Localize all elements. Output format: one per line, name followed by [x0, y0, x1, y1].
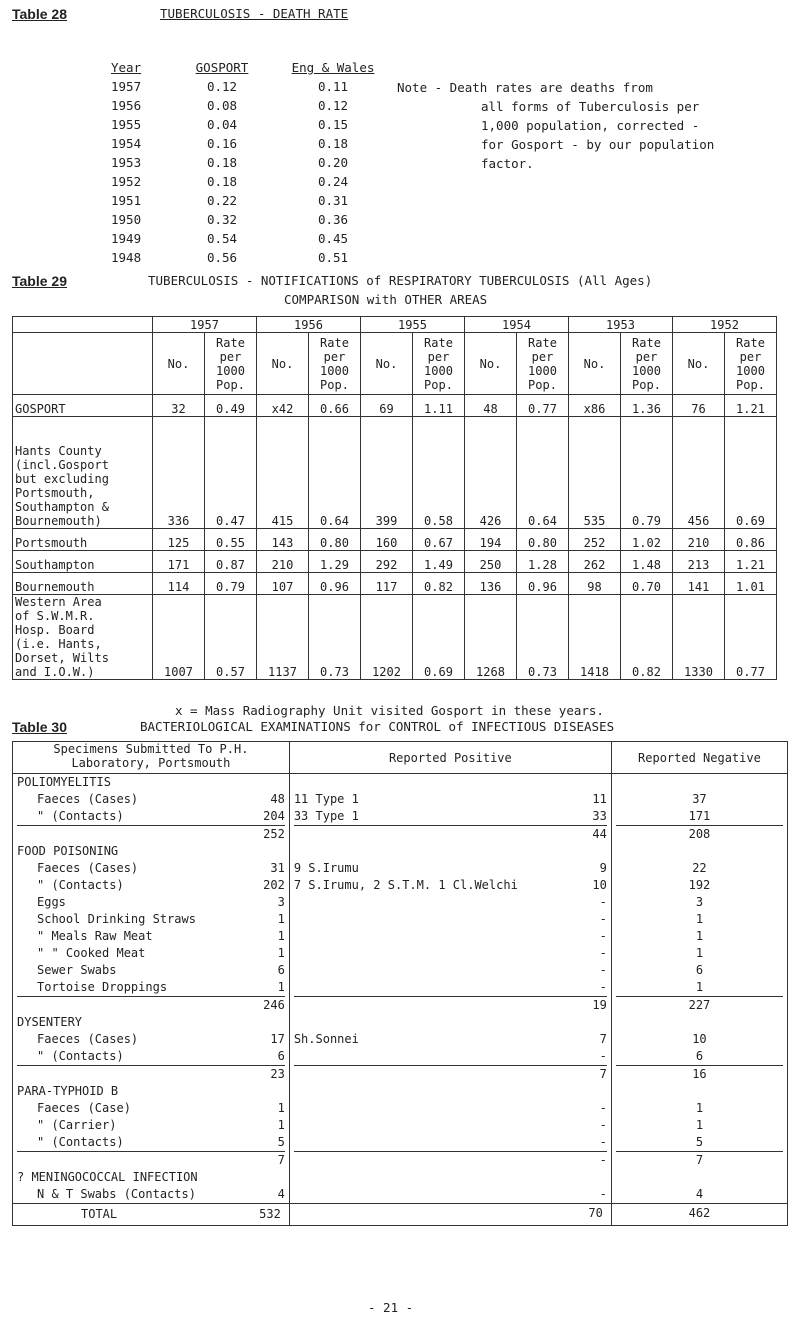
positive-count: 33	[592, 809, 607, 823]
positive-row	[294, 1186, 607, 1203]
spacer	[294, 774, 607, 791]
row-year: 1952	[111, 174, 142, 189]
negative-count: 1	[695, 1118, 704, 1132]
notification-rate: 0.55	[205, 529, 257, 551]
negative-count: 37	[692, 792, 707, 806]
specimen-row	[17, 1134, 285, 1151]
notification-rate: 1.01	[725, 573, 777, 595]
row-eng-wales: 0.51	[317, 250, 349, 265]
positive-detail: 7 S.Irumu, 2 S.T.M. 1 Cl.Welchi	[293, 878, 518, 892]
notification-count: 250	[465, 551, 517, 573]
spacer	[616, 774, 783, 791]
notification-count: 210	[673, 529, 725, 551]
negative-count: 192	[688, 878, 711, 892]
specimen-count: 6	[277, 1049, 285, 1063]
positive-count: -	[599, 980, 607, 994]
positive-row	[294, 945, 607, 962]
notification-rate: 1.21	[725, 551, 777, 573]
spacer	[294, 1083, 607, 1100]
group-subtotal	[17, 1151, 285, 1169]
group-title: ? MENINGOCOCCAL INFECTION	[17, 1170, 198, 1184]
positive-count: -	[599, 912, 607, 926]
table-29-subtitle: COMPARISON with OTHER AREAS	[284, 292, 488, 307]
positive-count: 9	[599, 861, 607, 875]
specimen-row	[17, 860, 285, 877]
row-eng-wales: 0.18	[317, 136, 349, 151]
specimen-row	[17, 1100, 285, 1117]
notifications-table	[12, 316, 777, 680]
notification-count: 456	[673, 417, 725, 529]
specimen-label: School Drinking Straws	[37, 912, 196, 926]
notification-rate: 1.29	[309, 551, 361, 573]
notification-count: 336	[153, 417, 205, 529]
specimen-label: " (Carrier)	[37, 1118, 117, 1132]
notification-rate: 0.57	[205, 595, 257, 680]
notification-rate: 1.36	[621, 395, 673, 417]
specimen-count: 1	[277, 980, 285, 994]
spacer	[616, 843, 783, 860]
rate-header: Rate per 1000 Pop.	[517, 333, 569, 395]
area-name: Hants County (incl.Gosport but excluding Portsmouth, Southampton & Bournemouth)	[13, 417, 153, 529]
row-eng-wales: 0.31	[317, 193, 349, 208]
positive-count: -	[599, 1118, 607, 1132]
group-subtotal-negative: 227	[616, 996, 783, 1014]
specimen-count: 5	[277, 1135, 285, 1149]
row-year: 1957	[111, 79, 142, 94]
row-gosport: 0.18	[206, 155, 238, 170]
notification-rate: 0.82	[621, 595, 673, 680]
total-submitted: 532	[259, 1207, 281, 1221]
table-30-title: BACTERIOLOGICAL EXAMINATIONS for CONTROL of INFECTIOUS DISEASES	[140, 719, 615, 734]
specimen-row	[17, 1117, 285, 1134]
death-rate-note: Note - Death rates are deaths from all forms of Tuberculosis per 1,000 population, corrected - for Gosport - by our population factor.	[397, 80, 715, 171]
row-gosport: 0.08	[206, 98, 238, 113]
specimen-count: 17	[270, 1032, 285, 1046]
death-rate-row	[108, 248, 386, 267]
row-gosport: 0.12	[206, 79, 238, 94]
total-positive: 70	[289, 1204, 611, 1226]
area-name: Portsmouth	[13, 529, 153, 551]
radiography-footnote: x = Mass Radiography Unit visited Gosport in these years.	[175, 703, 604, 718]
page-number: - 21 -	[368, 1300, 414, 1315]
group-subtotal-positive: 7	[294, 1065, 607, 1083]
no-header: No.	[569, 333, 621, 395]
total-label: TOTAL	[81, 1207, 118, 1221]
positive-count: -	[599, 963, 607, 977]
row-eng-wales: 0.11	[317, 79, 349, 94]
negative-count: 171	[688, 809, 711, 823]
specimen-label: N & T Swabs (Contacts)	[37, 1187, 196, 1201]
notification-count: 32	[153, 395, 205, 417]
spacer	[294, 1014, 607, 1031]
positive-row	[294, 1117, 607, 1134]
year-header: 1956	[257, 317, 361, 333]
area-row	[13, 417, 777, 529]
subtotal-submitted: 246	[263, 998, 285, 1012]
notification-rate: 1.21	[725, 395, 777, 417]
death-rate-row	[108, 96, 386, 115]
positive-detail: 11 Type 1	[293, 792, 359, 806]
death-rate-row	[108, 77, 386, 96]
specimen-row	[17, 1048, 285, 1065]
positive-row	[294, 894, 607, 911]
notification-rate: 0.66	[309, 395, 361, 417]
specimen-count: 3	[277, 895, 285, 909]
notification-rate: 0.58	[413, 417, 465, 529]
notification-count: 141	[673, 573, 725, 595]
group-subtotal	[17, 1065, 285, 1083]
notification-count: 136	[465, 573, 517, 595]
year-header: 1953	[569, 317, 673, 333]
notification-rate: 0.80	[309, 529, 361, 551]
notification-count: x86	[569, 395, 621, 417]
row-year: 1950	[111, 212, 142, 227]
area-name: GOSPORT	[13, 395, 153, 417]
positive-row	[294, 877, 607, 894]
table-28-label: Table 28	[12, 6, 67, 22]
col-eng-wales: Eng & Wales	[291, 60, 375, 75]
notification-rate: 0.47	[205, 417, 257, 529]
area-row	[13, 529, 777, 551]
specimen-row	[17, 1031, 285, 1048]
total-negative: 462	[611, 1204, 787, 1226]
row-year: 1956	[111, 98, 142, 113]
positive-count: 11	[592, 792, 607, 806]
no-header: No.	[465, 333, 517, 395]
row-gosport: 0.32	[206, 212, 238, 227]
positive-row	[294, 1134, 607, 1151]
spacer	[616, 1014, 783, 1031]
specimen-row	[17, 877, 285, 894]
rate-header: Rate per 1000 Pop.	[205, 333, 257, 395]
notification-count: 114	[153, 573, 205, 595]
specimen-label: " (Contacts)	[37, 809, 124, 823]
notification-count: 262	[569, 551, 621, 573]
subtotal-submitted: 23	[270, 1067, 285, 1081]
negative-count: 10	[692, 1032, 707, 1046]
death-rate-row	[108, 210, 386, 229]
positive-count: 10	[592, 878, 607, 892]
group-subtotal-positive: 44	[294, 825, 607, 843]
negative-count: 22	[692, 861, 707, 875]
subtotal-submitted: 252	[263, 827, 285, 841]
rate-header: Rate per 1000 Pop.	[413, 333, 465, 395]
negative-count: 6	[695, 1049, 704, 1063]
specimen-count: 6	[277, 963, 285, 977]
positive-row	[294, 928, 607, 945]
specimen-label: " " Cooked Meat	[37, 946, 146, 960]
notification-rate: 0.69	[413, 595, 465, 680]
notification-rate: 1.11	[413, 395, 465, 417]
row-eng-wales: 0.20	[317, 155, 349, 170]
group-subtotal-positive: 19	[294, 996, 607, 1014]
positive-count: -	[599, 1101, 607, 1115]
specimen-label: " (Contacts)	[37, 1135, 124, 1149]
row-gosport: 0.16	[206, 136, 238, 151]
death-rate-row	[108, 153, 386, 172]
spacer	[616, 1169, 783, 1186]
row-gosport: 0.54	[206, 231, 238, 246]
specimen-row	[17, 808, 285, 825]
row-eng-wales: 0.24	[317, 174, 349, 189]
notification-count: 210	[257, 551, 309, 573]
specimen-label: Sewer Swabs	[37, 963, 117, 977]
rate-header: Rate per 1000 Pop.	[725, 333, 777, 395]
positive-count: -	[599, 1135, 607, 1149]
specimen-count: 204	[263, 809, 285, 823]
negative-count: 1	[695, 946, 704, 960]
group-subtotal-positive: -	[294, 1151, 607, 1169]
specimen-label: Faeces (Cases)	[37, 861, 139, 875]
row-eng-wales: 0.15	[317, 117, 349, 132]
row-gosport: 0.56	[206, 250, 238, 265]
row-gosport: 0.22	[206, 193, 238, 208]
notification-count: 292	[361, 551, 413, 573]
negative-count: 5	[695, 1135, 704, 1149]
notification-count: 107	[257, 573, 309, 595]
notification-count: 415	[257, 417, 309, 529]
death-rate-row	[108, 229, 386, 248]
specimen-row	[17, 791, 285, 808]
notification-count: 143	[257, 529, 309, 551]
spacer	[294, 1169, 607, 1186]
specimen-count: 1	[277, 1118, 285, 1132]
death-rate-row	[108, 115, 386, 134]
rate-header: Rate per 1000 Pop.	[309, 333, 361, 395]
positive-detail: 9 S.Irumu	[293, 861, 359, 875]
positive-row	[294, 911, 607, 928]
subtotal-submitted: 7	[277, 1153, 285, 1167]
notification-rate: 0.77	[517, 395, 569, 417]
notification-rate: 0.79	[621, 417, 673, 529]
notification-count: x42	[257, 395, 309, 417]
row-gosport: 0.18	[206, 174, 238, 189]
death-rate-row	[108, 134, 386, 153]
specimen-label: Tortoise Droppings	[37, 980, 168, 994]
notification-rate: 1.02	[621, 529, 673, 551]
specimen-count: 202	[263, 878, 285, 892]
row-eng-wales: 0.12	[317, 98, 349, 113]
negative-count: 4	[695, 1187, 704, 1201]
positive-row	[294, 1031, 607, 1048]
year-header: 1952	[673, 317, 777, 333]
table-29-label: Table 29	[12, 273, 67, 289]
notification-rate: 0.96	[517, 573, 569, 595]
group-title: POLIOMYELITIS	[17, 775, 111, 789]
group-subtotal	[17, 996, 285, 1014]
specimen-label: Faeces (Cases)	[37, 792, 139, 806]
specimen-count: 1	[277, 912, 285, 926]
notification-count: 125	[153, 529, 205, 551]
specimen-count: 4	[277, 1187, 285, 1201]
positive-row	[294, 791, 607, 808]
group-subtotal-negative: 208	[616, 825, 783, 843]
positive-count: -	[599, 1187, 607, 1201]
positive-row	[294, 1048, 607, 1065]
notification-rate: 1.49	[413, 551, 465, 573]
row-eng-wales: 0.36	[317, 212, 349, 227]
row-year: 1954	[111, 136, 142, 151]
notification-rate: 1.28	[517, 551, 569, 573]
notification-count: 535	[569, 417, 621, 529]
positive-row	[294, 1100, 607, 1117]
notification-count: 1268	[465, 595, 517, 680]
notification-rate: 0.77	[725, 595, 777, 680]
notification-count: 160	[361, 529, 413, 551]
notification-count: 1202	[361, 595, 413, 680]
notification-rate: 0.69	[725, 417, 777, 529]
positive-count: -	[599, 929, 607, 943]
row-year: 1953	[111, 155, 142, 170]
negative-count: 1	[695, 929, 704, 943]
death-rate-row	[108, 172, 386, 191]
notification-rate: 0.67	[413, 529, 465, 551]
notification-rate: 0.73	[309, 595, 361, 680]
notification-rate: 0.96	[309, 573, 361, 595]
notification-rate: 0.87	[205, 551, 257, 573]
notification-rate: 0.82	[413, 573, 465, 595]
specimen-label: Faeces (Case)	[37, 1101, 131, 1115]
notification-count: 117	[361, 573, 413, 595]
area-name: Bournemouth	[13, 573, 153, 595]
positive-count: -	[599, 895, 607, 909]
notification-rate: 0.80	[517, 529, 569, 551]
no-header: No.	[673, 333, 725, 395]
notification-count: 171	[153, 551, 205, 573]
group-title: DYSENTERY	[17, 1015, 83, 1029]
bacteriological-table	[12, 741, 788, 1226]
table-29-title: TUBERCULOSIS - NOTIFICATIONS of RESPIRATORY TUBERCULOSIS (All Ages)	[148, 273, 653, 288]
row-eng-wales: 0.45	[317, 231, 349, 246]
positive-count: -	[599, 1049, 607, 1063]
positive-count: 7	[599, 1032, 607, 1046]
year-header: 1957	[153, 317, 257, 333]
group-subtotal-negative: 16	[616, 1065, 783, 1083]
notification-count: 48	[465, 395, 517, 417]
table-28-title: TUBERCULOSIS - DEATH RATE	[160, 6, 349, 21]
specimen-row	[17, 911, 285, 928]
specimen-count: 31	[270, 861, 285, 875]
specimen-label: Faeces (Cases)	[37, 1032, 139, 1046]
specimen-row	[17, 1186, 285, 1203]
notification-count: 69	[361, 395, 413, 417]
notification-count: 399	[361, 417, 413, 529]
positive-row	[294, 962, 607, 979]
spacer	[294, 843, 607, 860]
notification-rate: 0.49	[205, 395, 257, 417]
col-negative: Reported Negative	[611, 742, 787, 774]
area-row	[13, 395, 777, 417]
year-header: 1955	[361, 317, 465, 333]
area-name: Western Area of S.W.M.R. Hosp. Board (i.e. Hants, Dorset, Wilts and I.O.W.)	[13, 595, 153, 680]
notification-rate: 0.73	[517, 595, 569, 680]
notification-count: 1137	[257, 595, 309, 680]
year-header: 1954	[465, 317, 569, 333]
group-subtotal	[17, 825, 285, 843]
group-subtotal-negative: 7	[616, 1151, 783, 1169]
specimen-row	[17, 945, 285, 962]
area-name: Southampton	[13, 551, 153, 573]
no-header: No.	[257, 333, 309, 395]
specimen-row	[17, 928, 285, 945]
positive-detail: Sh.Sonnei	[293, 1032, 359, 1046]
specimen-row	[17, 979, 285, 996]
notification-rate: 0.64	[309, 417, 361, 529]
notification-count: 213	[673, 551, 725, 573]
row-year: 1955	[111, 117, 142, 132]
spacer	[616, 1083, 783, 1100]
col-year: Year	[111, 60, 142, 75]
row-year: 1948	[111, 250, 142, 265]
notification-count: 194	[465, 529, 517, 551]
specimen-label: " Meals Raw Meat	[37, 929, 153, 943]
notification-count: 1418	[569, 595, 621, 680]
positive-row	[294, 808, 607, 825]
specimen-count: 1	[277, 929, 285, 943]
notification-count: 98	[569, 573, 621, 595]
negative-count: 6	[695, 963, 704, 977]
area-row	[13, 551, 777, 573]
positive-count: -	[599, 946, 607, 960]
negative-count: 3	[695, 895, 704, 909]
col-gosport: GOSPORT	[195, 60, 249, 75]
notification-count: 76	[673, 395, 725, 417]
group-title: FOOD POISONING	[17, 844, 119, 858]
no-header: No.	[361, 333, 413, 395]
no-header: No.	[153, 333, 205, 395]
notification-rate: 0.70	[621, 573, 673, 595]
rate-header: Rate per 1000 Pop.	[621, 333, 673, 395]
negative-count: 1	[695, 1101, 704, 1115]
area-row	[13, 595, 777, 680]
table-30-label: Table 30	[12, 719, 67, 735]
specimen-count: 1	[277, 946, 285, 960]
group-title: PARA-TYPHOID B	[17, 1084, 119, 1098]
col-positive: Reported Positive	[289, 742, 611, 774]
negative-count: 1	[695, 980, 704, 994]
notification-count: 252	[569, 529, 621, 551]
notification-rate: 0.64	[517, 417, 569, 529]
specimen-row	[17, 962, 285, 979]
specimen-count: 48	[270, 792, 285, 806]
specimen-row	[17, 894, 285, 911]
row-year: 1951	[111, 193, 142, 208]
row-gosport: 0.04	[206, 117, 238, 132]
notification-count: 1007	[153, 595, 205, 680]
positive-detail: 33 Type 1	[293, 809, 359, 823]
specimen-label: " (Contacts)	[37, 1049, 124, 1063]
negative-count: 1	[695, 912, 704, 926]
notification-count: 426	[465, 417, 517, 529]
area-row	[13, 573, 777, 595]
row-year: 1949	[111, 231, 142, 246]
col-specimens: Specimens Submitted To P.H. Laboratory, Portsmouth	[13, 742, 290, 774]
death-rate-row	[108, 191, 386, 210]
notification-rate: 0.79	[205, 573, 257, 595]
notification-rate: 0.86	[725, 529, 777, 551]
notification-rate: 1.48	[621, 551, 673, 573]
notification-count: 1330	[673, 595, 725, 680]
specimen-label: Eggs	[37, 895, 66, 909]
specimen-count: 1	[277, 1101, 285, 1115]
specimen-label: " (Contacts)	[37, 878, 124, 892]
positive-row	[294, 860, 607, 877]
death-rate-table	[108, 58, 386, 267]
positive-row	[294, 979, 607, 996]
